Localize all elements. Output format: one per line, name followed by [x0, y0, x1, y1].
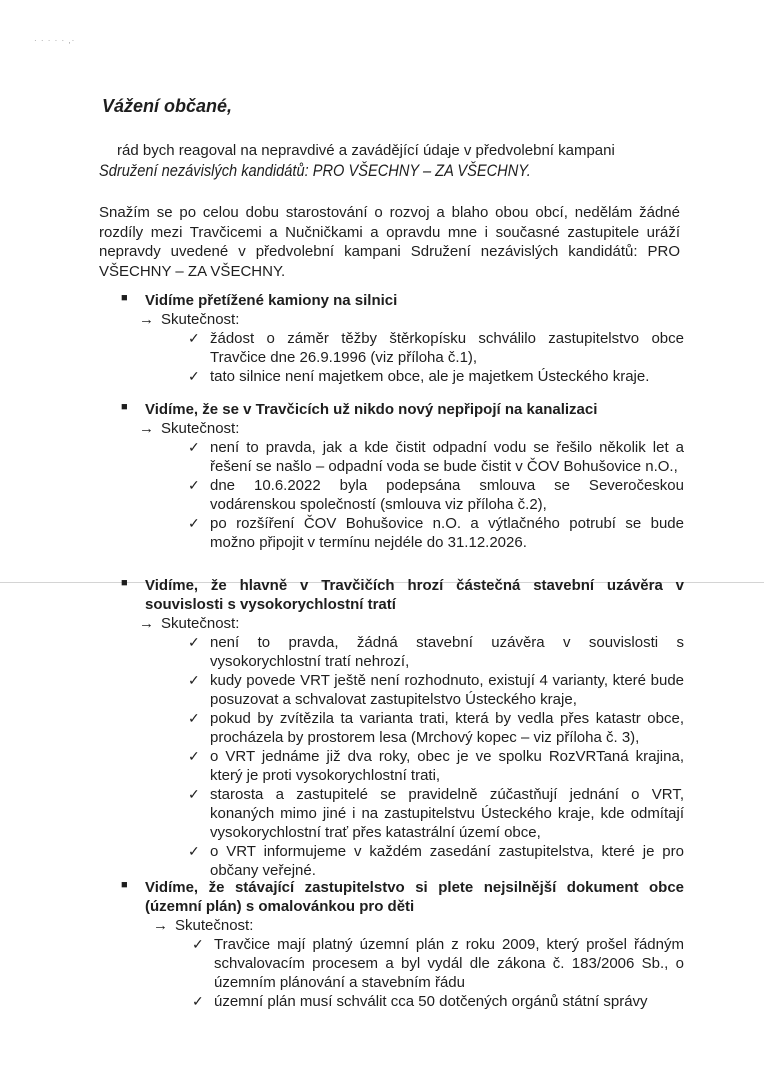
list-item-text: po rozšíření ČOV Bohušovice n.O. a výtlačného potrubí se bude možno připojit v termínu nejdéle do 31.12.2026. — [210, 515, 684, 551]
list-item — [188, 438, 684, 476]
section-heading: Vidíme, že hlavně v Travčičích hrozí částečná stavební uzávěra v souvislosti s vysokorychlostní tratí — [145, 577, 684, 613]
list-item-text: žádost o záměr těžby štěrkopísku schválilo zastupitelstvo obce Travčice dne 26.9.1996 (viz příloha č.1), — [210, 330, 684, 366]
list-item-text: kudy povede VRT ještě není rozhodnuto, existují 4 varianty, které bude posuzovat a schvalovat zastupitelstvo Ústeckého kraje, — [210, 672, 684, 708]
list-item — [192, 935, 684, 992]
checkmark-icon: ✓ — [188, 843, 200, 859]
scan-artifact-dots: · · · · · ,· — [34, 36, 76, 45]
list-item-text: není to pravda, jak a kde čistit odpadní vodu se řešilo několik let a řešení se našlo – odpadní voda se bude čistit v ČOV Bohušovice n.O., — [210, 439, 684, 475]
section-trucks — [99, 291, 684, 386]
fact-list — [99, 438, 684, 552]
list-item — [188, 329, 684, 367]
section-high-speed-rail — [99, 576, 684, 880]
fact-label — [139, 310, 684, 329]
checkmark-icon: ✓ — [188, 710, 200, 726]
checkmark-icon: ✓ — [188, 515, 200, 531]
section-heading: Vidíme, že se v Travčicích už nikdo nový nepřipojí na kanalizaci — [145, 401, 598, 418]
list-item-text: o VRT informujeme v každém zasedání zastupitelstva, které je pro občany veřejné. — [210, 843, 684, 879]
section-zoning-plan — [99, 878, 684, 1011]
list-item — [192, 992, 684, 1011]
list-item — [188, 514, 684, 552]
list-item-text: dne 10.6.2022 byla podepsána smlouva se Severočeskou vodárenskou společností (smlouva viz příloha č.2), — [210, 477, 684, 513]
greeting: Vážení občané, — [102, 96, 233, 116]
section-heading: Vidíme, že stávající zastupitelstvo si plete nejsilnější dokument obce (územní plán) s omalovánkou pro děti — [145, 879, 684, 915]
fact-list — [99, 935, 684, 1011]
checkmark-icon: ✓ — [192, 936, 204, 952]
fact-label-text: Skutečnost: — [175, 917, 254, 934]
bullet-icon: ■ — [121, 577, 128, 589]
list-item-text: není to pravda, žádná stavební uzávěra v souvislosti s vysokorychlostní tratí nehrozí, — [210, 634, 684, 670]
checkmark-icon: ✓ — [192, 993, 204, 1009]
fact-label — [139, 419, 684, 438]
arrow-right-icon: → — [153, 917, 168, 934]
list-item-text: Travčice mají platný územní plán z roku 2009, který prošel řádným schvalovacím procesem a byl vydál dle zákona č. 183/2006 Sb., o územním plánování a stavebním řádu — [214, 936, 684, 991]
section-heading: Vidíme přetížené kamiony na silnici — [145, 292, 398, 309]
list-item-text: pokud by zvítězila ta varianta trati, která by vedla přes katastr obce, procházela by prostorem lesa (Mrchový kopec – viz příloha č. 3), — [210, 710, 684, 746]
list-item — [188, 842, 684, 880]
list-item-text: územní plán musí schválit cca 50 dotčených orgánů státní správy — [214, 993, 648, 1010]
arrow-right-icon: → — [139, 615, 154, 632]
fact-label — [153, 916, 684, 935]
list-item-text: starosta a zastupitelé se pravidelně zúčastňují jednání o VRT, konaných mimo jiné i na zastupitelstvu Ústeckého kraje, kde odmítají vysokorychlostní trať přes katastrální území obce, — [210, 786, 684, 841]
bullet-icon: ■ — [121, 401, 128, 413]
list-item — [188, 709, 684, 747]
arrow-right-icon: → — [139, 420, 154, 437]
list-item — [188, 747, 684, 785]
fact-label — [139, 614, 684, 633]
checkmark-icon: ✓ — [188, 439, 200, 455]
fact-label-text: Skutečnost: — [161, 420, 240, 437]
intro-paragraph: Snažím se po celou dobu starostování o rozvoj a blaho obou obcí, nedělám žádné rozdíly mezi Travčicemi a Nučničkami a opravdu mne i současné zastupitele uráží nepravdy uvedené v předvolební kampani Sdružení nezávislých kandidátů: PRO VŠECHNY – ZA VŠECHNY. — [99, 204, 680, 280]
arrow-right-icon: → — [139, 311, 154, 328]
list-item-text: o VRT jednáme již dva roky, obec je ve spolku RozVRTaná krajina, který je proti vysokorychlostní trati, — [210, 748, 684, 784]
checkmark-icon: ✓ — [188, 786, 200, 802]
checkmark-icon: ✓ — [188, 368, 200, 384]
checkmark-icon: ✓ — [188, 330, 200, 346]
intro-line: rád bych reagoval na nepravdivé a zavádějící údaje v předvolební kampani — [117, 142, 615, 159]
checkmark-icon: ✓ — [188, 634, 200, 650]
list-item — [188, 633, 684, 671]
list-item — [188, 476, 684, 514]
list-item-text: tato silnice není majetkem obce, ale je majetkem Ústeckého kraje. — [210, 368, 650, 385]
fact-label-text: Skutečnost: — [161, 615, 240, 632]
fact-list — [99, 633, 684, 880]
checkmark-icon: ✓ — [188, 748, 200, 764]
checkmark-icon: ✓ — [188, 672, 200, 688]
section-sewerage — [99, 400, 684, 552]
checkmark-icon: ✓ — [188, 477, 200, 493]
fact-list — [99, 329, 684, 386]
bullet-icon: ■ — [121, 879, 128, 891]
list-item — [188, 367, 684, 386]
intro-organization: Sdružení nezávislých kandidátů: PRO VŠECHNY – ZA VŠECHNY. — [99, 161, 531, 180]
list-item — [188, 671, 684, 709]
bullet-icon: ■ — [121, 292, 128, 304]
fact-label-text: Skutečnost: — [161, 311, 240, 328]
list-item — [188, 785, 684, 842]
